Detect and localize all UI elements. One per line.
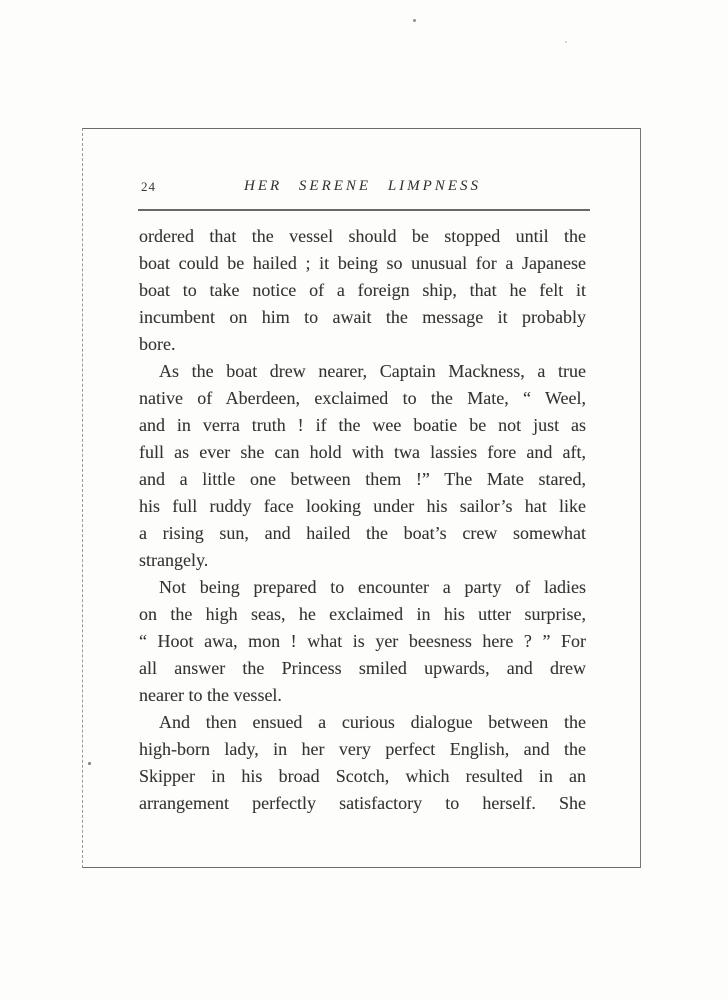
text-line: and a little one between them !” The Mate stared,	[139, 469, 586, 489]
text-line: and in verra truth ! if the wee boatie be not just as	[139, 415, 586, 435]
text-block	[139, 223, 586, 817]
text-line: on the high seas, he exclaimed in his utter surprise,	[139, 604, 586, 624]
text-line: arrangement perfectly satisfactory to herself. She	[139, 793, 586, 813]
text-line: incumbent on him to await the message it probably	[139, 307, 586, 327]
text-line: nearer to the vessel.	[139, 685, 282, 705]
text-line: a rising sun, and hailed the boat’s crew somewhat	[139, 523, 586, 543]
text-line: boat to take notice of a foreign ship, that he felt it	[139, 280, 586, 300]
text-line: Not being prepared to encounter a party of ladies	[159, 577, 586, 597]
scan-speck	[413, 19, 416, 22]
text-line: ordered that the vessel should be stopped until the	[139, 226, 586, 246]
page-number: 24	[141, 179, 156, 194]
text-line: his full ruddy face looking under his sailor’s hat like	[139, 496, 586, 516]
page-border-frame	[82, 128, 641, 868]
text-line: As the boat drew nearer, Captain Mackness, a true	[159, 361, 586, 381]
text-line: high-born lady, in her very perfect English, and the	[139, 739, 586, 759]
text-line: strangely.	[139, 550, 209, 570]
text-line: boat could be hailed ; it being so unusual for a Japanese	[139, 253, 586, 273]
text-line: Skipper in his broad Scotch, which resulted in an	[139, 766, 586, 786]
scan-speck	[565, 41, 567, 43]
text-line: full as ever she can hold with twa lassies fore and aft,	[139, 442, 586, 462]
running-title: HER SERENE LIMPNESS	[244, 178, 481, 194]
text-line: native of Aberdeen, exclaimed to the Mate, “ Weel,	[139, 388, 586, 408]
text-line: “ Hoot awa, mon ! what is yer beesness here ? ” For	[139, 631, 586, 651]
text-line: And then ensued a curious dialogue between the	[159, 712, 586, 732]
text-line: all answer the Princess smiled upwards, and drew	[139, 658, 586, 678]
header-rule	[138, 209, 590, 211]
page-header	[139, 177, 586, 195]
text-line: bore.	[139, 334, 176, 354]
